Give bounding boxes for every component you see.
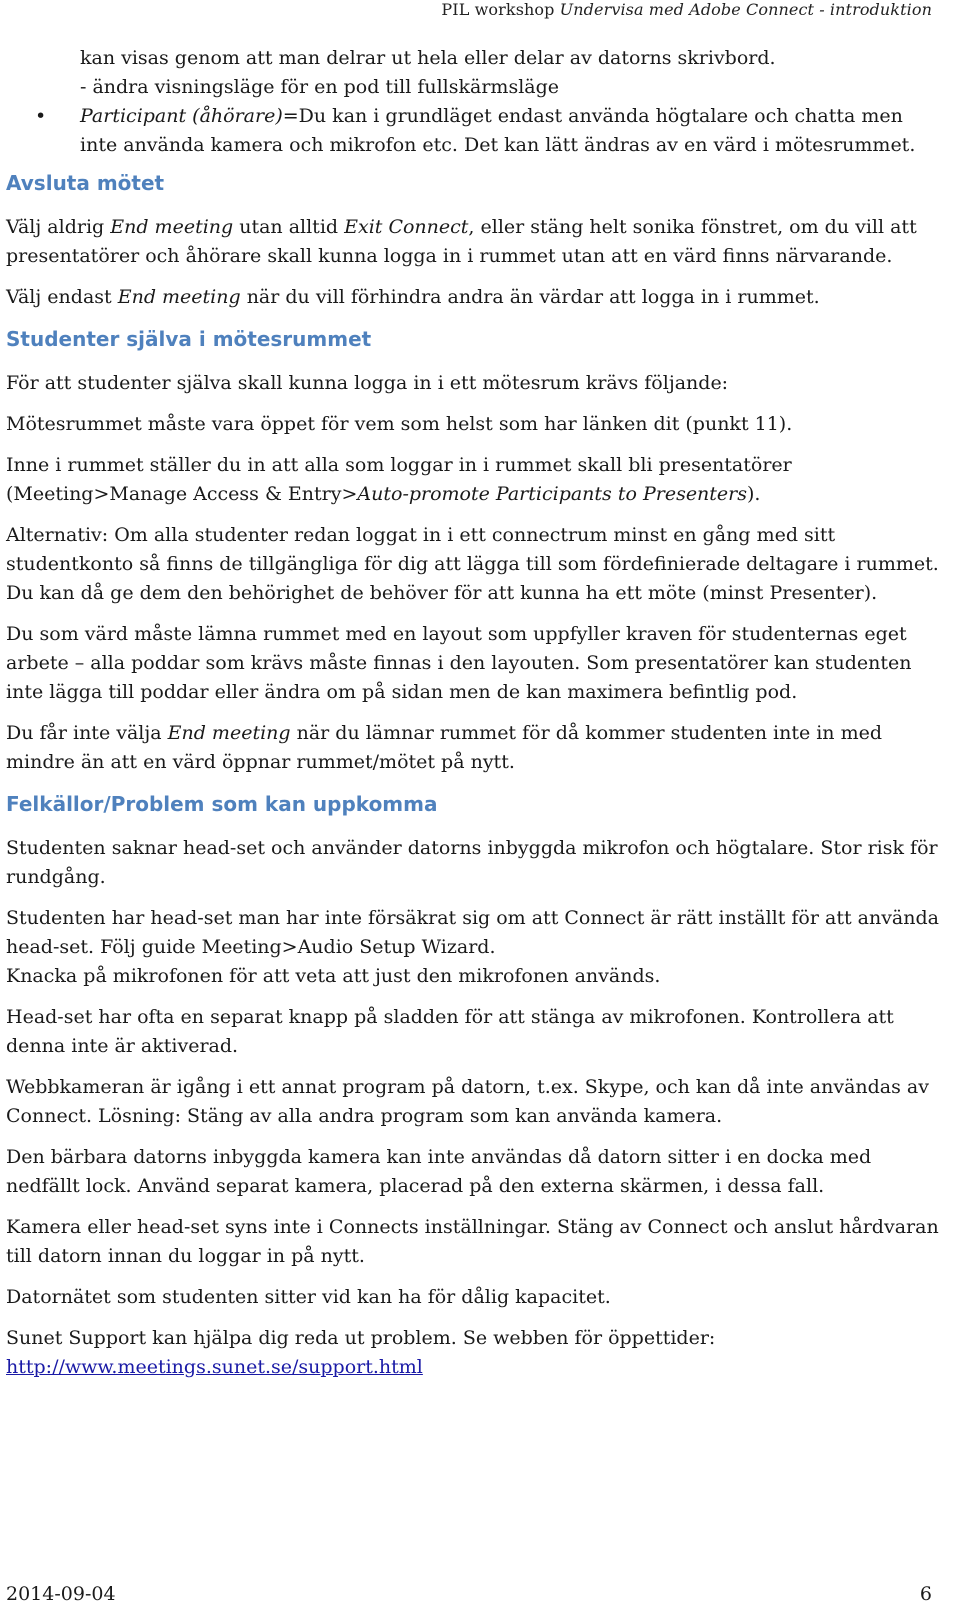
header-prefix: PIL workshop	[441, 0, 560, 19]
paragraph-no-headset: Studenten saknar head-set och använder datorns inbyggda mikrofon och högtalare. Stor risk för rundgång.	[6, 837, 938, 888]
intro-line-2: - ändra visningsläge för en pod till fullskärmsläge	[80, 76, 560, 98]
paragraph-exit-advice: Välj aldrig End meeting utan alltid Exit Connect, eller stäng helt sonika fönstret, om du vill att presentatörer och åhörare skall kunna logga in i rummet utan att en värd finns närvarande.	[6, 216, 917, 267]
paragraph-webcam-busy: Webbkameran är igång i ett annat program på datorn, t.ex. Skype, och kan då inte användas av Connect. Lösning: Stäng av alla andra program som kan använda kamera.	[6, 1076, 929, 1127]
paragraph-auto-promote: Inne i rummet ställer du in att alla som loggar in i rummet skall bli presentatörer (Meeting>Manage Access & Entry>Auto-promote Participants to Presenters).	[6, 454, 792, 505]
heading-felkallor: Felkällor/Problem som kan uppkomma	[6, 792, 438, 816]
paragraph-laptop-dock: Den bärbara datorns inbyggda kamera kan inte användas då datorn sitter i en docka med nedfällt lock. Använd separat kamera, placerad på den externa skärmen, i dessa fall.	[6, 1146, 872, 1197]
paragraph-alternative: Alternativ: Om alla studenter redan loggat in i ett connectrum minst en gång med sitt studentkonto så finns de tillgängliga för dig att lägga till som fördefinierade deltagare i rummet. Du kan då ge dem den behörighet de behöver för att kunna ha ett möte (minst Presenter).	[6, 524, 939, 604]
paragraph-headset-setup: Studenten har head-set man har inte försäkrat sig om att Connect är rätt inställt för att använda head-set. Följ guide Meeting>Audio Setup Wizard.	[6, 907, 939, 958]
paragraph-layout: Du som värd måste lämna rummet med en layout som uppfyller kraven för studenternas eget arbete – alla poddar som krävs måste finnas i den layouten. Som presentatörer kan studenten inte lägga till poddar eller ändra om på sidan men de kan maximera befintlig pod.	[6, 623, 912, 703]
paragraph-hardware-missing: Kamera eller head-set syns inte i Connects inställningar. Stäng av Connect och anslut hårdvaran till datorn innan du loggar in på nytt.	[6, 1216, 939, 1267]
page-header	[441, 0, 932, 19]
body-text	[6, 44, 940, 1394]
paragraph-mute-button: Head-set har ofta en separat knapp på sladden för att stänga av mikrofonen. Kontrollera att denna inte är aktiverad.	[6, 1006, 894, 1057]
paragraph-no-end-meeting: Du får inte välja End meeting när du lämnar rummet för då kommer studenten inte in med mindre än att en värd öppnar rummet/mötet på nytt.	[6, 722, 883, 773]
bullet-text: =Du kan i grundläget endast använda högtalare och chatta men inte använda kamera och mikrofon etc. Det kan lätt ändras av en värd i mötesrummet.	[80, 105, 916, 156]
header-title: Undervisa med Adobe Connect - introduktion	[559, 0, 932, 19]
support-link[interactable]: http://www.meetings.sunet.se/support.html	[6, 1356, 423, 1378]
bullet-icon: •	[35, 105, 47, 127]
paragraph-network: Datornätet som studenten sitter vid kan ha för dålig kapacitet.	[6, 1286, 611, 1308]
paragraph-support: Sunet Support kan hjälpa dig reda ut problem. Se webben för öppettider: http://www.meetings.sunet.se/support.html	[6, 1327, 716, 1378]
paragraph-requirements: För att studenter själva skall kunna logga in i ett mötesrum krävs följande:	[6, 372, 729, 394]
paragraph-tap-mic: Knacka på mikrofonen för att veta att just den mikrofonen används.	[6, 965, 661, 987]
heading-studenter: Studenter själva i mötesrummet	[6, 327, 372, 351]
bullet-item-participant	[35, 102, 940, 160]
page-number: 6	[919, 1583, 932, 1605]
intro-line-1: kan visas genom att man delrar ut hela eller delar av datorns skrivbord.	[80, 47, 776, 69]
paragraph-end-meeting: Välj endast End meeting när du vill förhindra andra än värdar att logga in i rummet.	[6, 286, 820, 308]
footer-date: 2014-09-04	[6, 1583, 116, 1605]
paragraph-open-room: Mötesrummet måste vara öppet för vem som helst som har länken dit (punkt 11).	[6, 413, 793, 435]
bullet-term: Participant (åhörare)	[80, 105, 283, 127]
heading-avsluta-motet: Avsluta mötet	[6, 171, 165, 195]
